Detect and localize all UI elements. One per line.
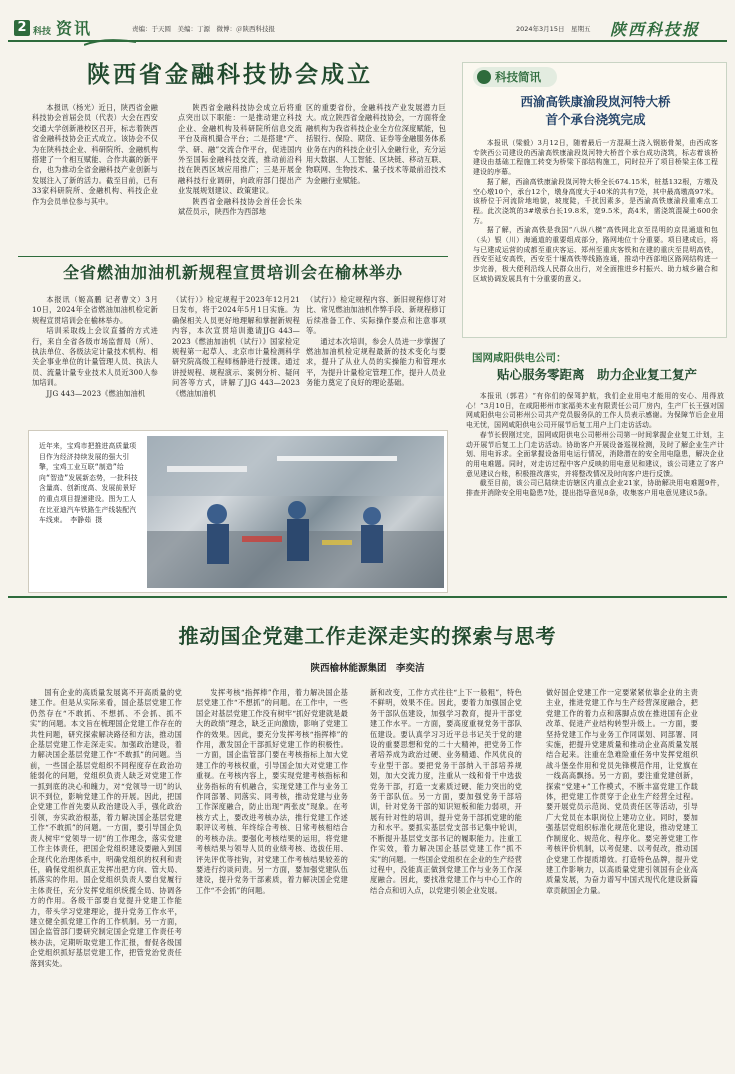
factory-photo [147, 436, 444, 588]
power-headline-line-2: 贴心服务零距离 助力企业复工复产 [496, 367, 697, 382]
issue-date: 2024年3月15日 星期五 [516, 25, 591, 33]
second-paragraph: 本报讯（姬高鹏 记者曹文）3月10日，2024年全省燃油加油机检定新规程宣贯培训会在榆林举办。 [32, 295, 158, 325]
power-paragraph: 本报讯（郭君）“有你们的保驾护航，我们企业用电才能用的安心、用得放心！”3月10日，在咸阳彬州市家福美木业有限责任公司厂房内，生产厂长王强对国网咸阳供电公司彬州公司共产党员服务队的工作人员表示感谢。为保障节后企业用电无忧，国网咸阳供电公司开展节后复工用户上门走访活动。 [466, 392, 724, 430]
jianxun-badge [473, 67, 557, 87]
lead-column-3 [306, 103, 446, 269]
second-headline-rule [18, 256, 448, 257]
lead-paragraph: 陕西省金融科技协会成立后将重点突出以下职能：一是推动建立科技企业、金融机构及科研院所信息交流平台及商机撮合平台；二是搭建“产、学、研、融”交流合作平台，促进国内外至国际金融科技交流，推动前沿科技在陕西区域应用推广；三是开展金融科技行业调研，向政府部门提出产业发展规划建议、政策建议。 [178, 103, 302, 196]
power-headline-line-1: 国网咸阳供电公司： [472, 352, 567, 364]
photo-block [28, 430, 448, 593]
masthead-rule [8, 40, 727, 42]
feature-rule [8, 596, 727, 598]
gear-icon [477, 70, 491, 84]
feature-paragraph: 做好国企党建工作一定要紧紧依靠企业的主责主业，推进党建工作与生产经营深度融合，把党建工作的着力点和落脚点放在推进国有企业改革、促进产业结构转型升级上。一方面，要坚持党建工作与业务工作同谋划、同部署、同实施，把提升党建质量和推动企业高质量发展结合起来。注重在急难险重任务中发挥党组织战斗堡垒作用和党员先锋模范作用，让党旗在一线高高飘扬。另一方面，要注重党建创新，探索“党建+”工作模式，不断丰富党建工作载体，把党建工作贯穿于企业生产经营全过程。要开展党员示范岗、党员责任区等活动，引导广大党员在本职岗位上建功立业。同时，要加强基层党组织标准化规范化建设，推动党建工作制度化、规范化、程序化。要完善党建工作考核评价机制，以考促建、以考促改，推动国企党建工作提质增效。打造特色品牌，提升党建工作影响力，以高质量党建引领国有企业高质量发展，为奋力谱写中国式现代化建设新篇章贡献国企力量。 [546, 688, 698, 895]
lead-column-2 [178, 103, 302, 269]
lead-paragraph: 本报讯（杨光）近日，陕西省金融科技协会首届会员（代表）大会在西安交通大学创新港校区召开，标志着陕西省金融科技协会正式成立。该协会不仅为在陕科技企业、科研院所、金融机构搭建了一个相互赋能、合作共赢的新平台，也为推动全省金融科技产业创新与发展注入了新的活力。截至目前，已有33家科研院所、金融机构、科技企业作为会员单位参与其中。 [32, 103, 158, 206]
second-paragraph: 培训采取线上会议直播的方式进行，来自全省各级市场监督局（所）、执法单位、各级法定计量技术机构、相关企事业单位的计量管理人员、执法人员、流量计量专业技术人员近300人参加培训。 [32, 326, 158, 388]
power-paragraph: 春节长假刚过完，国网咸阳供电公司彬州公司第一时间掌握企业复工计划，主动开展节后复工上门走访活动。协助客户开展设备巡视检测，及时了解企业生产计划、用电诉求。全面掌握设备用电运行情况，消除潜在的安全用电隐患，解决企业的用电难题。同时，对走访过程中客户反映的用电意见和建议，该公司建立了客户意见建议台账，积极推改落实，并将整改情况及时向客户进行反馈。 [466, 430, 724, 478]
jianxun-paragraph: 本报讯（梁毅）3月12日，随着最后一方混凝土浇入钢筋骨架，由西成客专陕西公司建设的西渝高铁康渝段岚河特大桥首个承台成功浇筑，标志着该桥建设由基础工程施工转变为桥梁下部结构施工，同时拉开了项目桥梁主体工程建设的序幕。 [473, 139, 718, 177]
lead-column-1 [32, 103, 158, 269]
jianxun-box [462, 62, 727, 338]
second-paragraph: （试行）》检定规程内容、新旧规程修订对比、常见燃油加油机作弊手段、新规程修订后续准备工作、实际操作要点和注意事项等。 [306, 295, 446, 336]
jianxun-paragraph: 据了解，西渝高铁康渝段岚河特大桥全长674.15米，桩基132根，方墩及空心墩10个，承台12个，墩身高度大于40米的共有7处，其中最高墩高97米。该桥位于河流阶地地貌，坡度陡，千扰因素多，是西渝高铁康渝段重难点工程。此次浇筑的3#墩承台长19.8米，宽9.5米，高4米，需浇筑混凝土600余方。 [473, 177, 718, 225]
lead-paragraph: 区的重要省份，金融科技产业发展潜力巨大。成立陕西省金融科技协会，一方面将金融机构为我省科技企业全方位深度赋能，包括银行、保险、期货、证券等金融服务体系业务在内的科技企业引入金融行业，充分运用大数据、人工智能、区块链、移动互联、物联网、生物技术、量子技术等最前沿技术为金融行业赋能。 [306, 103, 446, 185]
section-name-b: 资讯 [56, 19, 93, 38]
feature-byline: 陕西榆林能源集团 李奕洁 [310, 663, 425, 674]
feature-column-3 [370, 688, 522, 1066]
second-column-2 [172, 295, 300, 423]
jianxun-headline-line-1: 西渝高铁康渝段岚河特大桥 [520, 94, 671, 109]
feature-paragraph: 发挥考核“指挥棒”作用，着力解决国企基层党建工作“不想抓”的问题。在工作中，一些国企对基层党建工作没有树牢“抓好党建就是最大的政绩”理念，缺乏正向激励，影响了党建工作的效果。因此，要充分发挥考核“指挥棒”的作用，激发国企干部抓好党建工作的积极性。一方面，国企监管部门要在考核指标上加大党建工作的考核权重，引导国企加大对党建工作重视。在考核内容上，要实现党建考核指标和业务指标的有机融合，实现党建工作与业务工作同部署、同落实、同考核，推动党建与业务工作深度融合，防止出现“两张皮”现象。在考核方式上，要改进考核办法，推行党建工作述职评议考核、年终综合考核、日常考核相结合的考核办法。要强化考核结果的运用，将党建考核结果与领导人员的业绩考核、选拔任用、评先评优等挂钩，对党建工作考核结果较差的要进行约谈问责。另一方面，要加强党建队伍建设，提升党务干部素质，着力解决国企党建工作“不会抓”的问题。 [196, 688, 348, 895]
second-paragraph: JJG 443—2023《燃油加油机 [46, 388, 146, 398]
power-headline [472, 350, 722, 384]
jianxun-headline-line-2: 首个承台浇筑完成 [545, 112, 646, 127]
feature-paragraph: 新和改变，工作方式往往“上下一般粗”，特色不鲜明，效果不佳。因此，要着力加强国企党务干部队伍建设，加强学习教育，提升干部党建工作水平。一方面，要高度重视党务干部队伍建设。要认真学习习近平总书记关于党的建设的重要思想和党的二十大精神，把党务工作者培养成为政治过硬、业务精通、作风优良的专业型干部。要把党务干部纳入干部培养规划，加大交流力度，注重从一线和骨干中选拔党务干部，打造一支素质过硬、能力突出的党务干部队伍。另一方面，要加强党务干部培训，针对党务干部的知识短板和能力弱项，开展有针对性的培训，提升党务干部抓党建的能力和水平。要抓实基层党支部书记集中轮训，不断提升基层党支部书记的履职能力。注重工作实效，着力解决国企基层党建工作“抓不实”的问题。一些国企党组织在企业的生产经营过程中，没能真正做到党建工作与业务工作深度融合。因此，要找准党建工作与中心工作的结合点和切入点，以党建引领企业发展。 [370, 688, 522, 895]
section-name-a: 科技 [33, 27, 52, 37]
second-column-3 [306, 295, 446, 423]
feature-column-4 [546, 688, 698, 1066]
lead-headline: 陕西省金融科技协会成立 [87, 62, 373, 88]
jianxun-body [473, 139, 718, 335]
swoosh-icon [84, 32, 136, 40]
feature-column-2 [196, 688, 348, 1066]
jianxun-paragraph: 据了解，西渝高铁是我国“八纵八横”高铁网北京至昆明的京昆通道和包（头）银（川）海通道的重要组成部分，路网地位十分重要。项目建成后，将与已建成运营的成都至重庆客运、郑州至重庆客铁和在建的重庆至昆明高铁，西安至延安高铁，西安至十堰高铁等线路连通，推动中西部地区路网结构进一步完善，极大便利沿线人民群众出行，对全面推进乡村振兴、助力城乡融合和区域协调发展具有十分重要的意义。 [473, 226, 718, 283]
second-paragraph: 通过本次培训，参会人员进一步掌握了燃油加油机检定规程最新的技术变化与要求，提升了从业人员的实操能力和管理水平，为提升计量检定管理工作，提升人员业务能力奠定了良好的理论基础。 [306, 336, 446, 388]
second-headline: 全省燃油加油机新规程宣贯培训会在榆林举办 [62, 263, 403, 282]
feature-headline: 推动国企党建工作走深走实的探索与思考 [178, 624, 557, 648]
jianxun-headline [463, 93, 728, 129]
power-paragraph: 截至目前，该公司已陆续走访辖区内重点企业21家，协助解决用电难题9件，排查并消除安全用电隐患7处，提出指导意见8条，收集客户用电意见建议5条。 [466, 479, 724, 498]
editor-credits: 责编：于天圆 美编：丁源 微博：＠陕西科技报 [132, 25, 275, 33]
feature-column-1 [30, 688, 182, 1066]
feature-paragraph: 国有企业的高质量发展离不开高质量的党建工作。但是从实际来看，国企基层党建工作仍然存在“不敢抓、不想抓、不会抓、抓不实”的问题。本文旨在梳理国企党建工作存在的共性问题，研究探索解决路径和方法，推动国企基层党建工作走深走实。加强政治建设，着力解决国企基层党建工作“不敢抓”的问题。当前，一些国企基层党组织不同程度存在政治功能弱化的问题，党组织负责人缺乏对党建工作一抓到底的决心和魄力，对“党领导一切”的认识不到位，影响党建工作的开展。因此，把国企党建工作首先要从政治建设入手，强化政治引领，夯实政治根基，着力解决国企基层党建工作“不敢抓”的问题。一方面，要引导国企负责人树牢“党领导一切”的工作理念，落实党建工作主体责任，把国企党组织建设要融入到国企现代化治理体系中，明确党组织的权利和责任，确保党组织真正发挥出把方向、管大局、抓落实的作用。国企党组织负责人要自觉履行主体责任，充分发挥党组织统揽全局、协调各方的作用。各级干部要自觉提升党建工作能力，带头学习党建理论，提升党务工作水平，建立健全抓党建工作的工作机制。另一方面，国企监管部门要研究制定国企党建工作责任考核办法，定期听取党建工作汇报，督促各级国企党组织抓好基层党建工作，把管党治党责任落到实处。 [30, 688, 182, 968]
second-paragraph: （试行）》检定规程于2023年12月21日发布，将于2024年5月1日实施。为确保相关人员更好地理解和掌握新规程内容，本次宣贯培训邀请JJG 443—2023《燃油加油机（试行）》国家检定规程第一起草人、北京市计量检测科学研究院高级工程师杨静进行授课。通过讲授规程、规程演示、案例分析、疑问问答等方式，讲解了JJG 443—2023《燃油加油机 [172, 295, 300, 398]
page-number-badge: 2 [14, 20, 30, 36]
power-body [466, 392, 724, 590]
photo-caption: 近年来，宝鸡市把推进高质量项目作为经济持续发展的强大引擎，宝鸡工业互联“制造”给向“智造”发展新态势，一批科技含量高、创新度高、发展前景好的重点项目提速建设。图为工人在比亚迪汽车铁路生产线装配汽车线束。 李静茹 摄 [39, 442, 138, 525]
jianxun-badge-label: 科技简讯 [495, 70, 541, 84]
lead-paragraph: 陕西省金融科技协会首任会长朱斌莅员示，陕西作为西部地 [178, 196, 302, 217]
second-column-1 [32, 295, 158, 423]
newspaper-logo: 陕西科技报 [610, 20, 701, 39]
